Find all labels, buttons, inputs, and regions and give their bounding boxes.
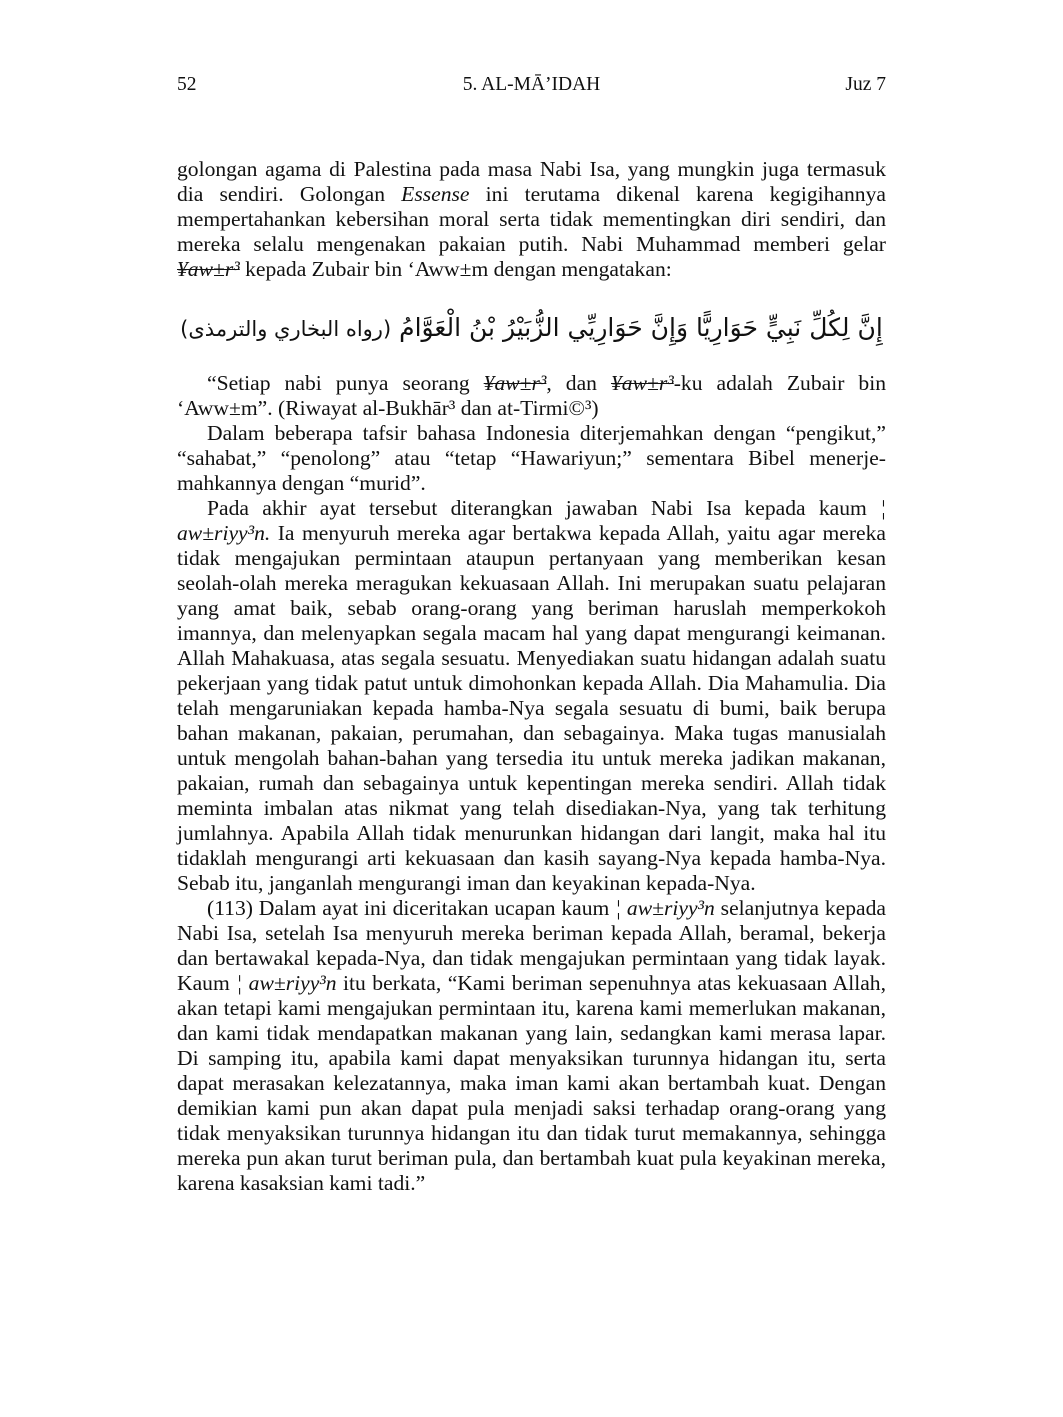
page-header [177,74,886,104]
arabic-hadith [177,308,886,349]
page-number: 52 [177,74,197,95]
term-hawari: ¥aw±r³ [610,371,674,395]
paragraph-verse-113: (113) Dalam ayat ini diceritakan ucapan kaum ¦ aw±riyy³n selanjutnya kepada Nabi Isa, setelah Isa menyuruh mereka beriman kepada Allah, beramal, bekerja dan bertawakal kepada-Nya, dan tidak mengajukan permintaan yang tidak layak. Kaum ¦ aw±riyy³n itu berkata, “Kami beriman sepenuhnya atas kekuasaan Allah, akan tetapi kami mengajukan permintaan itu, karena kami memerlukan makanan, dan kami tidak mendapatkan makanan yang lain, sedangkan kami merasa lapar. Di samping itu, apabila kami dapat menyaksikan turunnya hidangan itu, serta dapat merasakan kelezatannya, maka iman kami akan bertambah kuat. Dengan demikian kami pun akan dapat pula menjadi saksi terhadap orang-orang yang tidak menyaksikan turunnya hidangan itu dan tidak turut memakannya, sehingga mereka pun akan turut beriman pula, dan bertambah kuat pula keyakinan mereka, karena kasaksian kami tadi.” [177,896,886,1195]
hadith-translation: “Setiap nabi punya seorang ¥aw±r³, dan ¥aw±r³-ku adalah Zubair bin ‘Aww±m”. (Riwayat al-Bukhār³ dan at-Tirmi©³) [177,371,886,420]
term-hawariyyun: ¦ aw±riyy³n [615,896,715,920]
arabic-text: إِنَّ لِكُلِّ نَبِيٍّ حَوَارِيًّا وَإِنَّ حَوَارِيِّي الزُّبَيْرُ بْنُ الْعَوَّامُ [399,313,883,342]
page-body [177,157,886,1196]
running-title: 5. AL-MĀ’IDAH [462,74,601,95]
paragraph-essense: golongan agama di Palestina pada masa Nabi Isa, yang mungkin juga termasuk dia sendiri. Golongan Essense ini terutama dikenal karena kegigihannya mempertahankan kebersihan moral serta tidak mementingkan diri sendiri, dan mereka selalu mengenakan pakaian putih. Nabi Muhammad memberi gelar ¥aw±r³ kepada Zubair bin ‘Aww±m dengan mengatakan: [177,157,886,281]
juz-label: Juz 7 [845,74,886,95]
term-essense: Essense [401,182,470,206]
arabic-reference: (رواه البخاري والترمذى) [180,317,392,341]
term-hawariyyun: ¦ aw±riyy³n [236,971,337,995]
term-hawari: ¥aw±r³ [177,257,240,281]
term-hawari: ¥aw±r³ [483,371,547,395]
paragraph-verse-explanation: Pada akhir ayat tersebut diterangkan jawaban Nabi Isa kepada kaum ¦ aw±riyy³n. Ia menyuruh mereka agar bertakwa kepada Allah, yaitu agar mereka tidak mengajukan permintaan ataupun pertanyaan yang memberikan kesan seolah-olah mereka meragukan kekuasaan Allah. Ini merupakan suatu pelajaran yang amat baik, sebab orang-orang yang beriman haruslah memperkokoh imannya, dan melenyapkan segala macam hal yang dapat mengurangi keimanan. Allah Mahakuasa, atas segala sesuatu. Menyediakan suatu hidangan adalah suatu pekerjaan yang tidak patut untuk dimohonkan kepada Allah. Dia Mahamulia. Dia telah mengaruniakan kepada hamba-Nya segala sesuatu di bumi, baik berupa bahan makanan, pakaian, perumahan, dan sebagainya. Maka tugas manusialah untuk mengolah bahan-bahan yang tersedia itu untuk mereka jadikan makanan, pakaian, rumah dan sebagainya untuk kepentingan mereka sendiri. Allah tidak meminta imbalan atas nikmat yang telah disediakan-Nya, yang tak terhitung jumlahnya. Apabila Allah tidak menurunkan hidangan dari langit, maka hal itu tidaklah mengurangi arti kekuasaan dan kasih sayang-Nya kepada hamba-Nya. Sebab itu, janganlah mengurangi iman dan keyakinan kepada-Nya. [177,496,886,895]
paragraph-translations: Dalam beberapa tafsir bahasa Indonesia diterjemahkan dengan “pengikut,” “sahabat,” “penolong” atau “tetap “Hawariyun;” sementara Bibel menerje-mahkannya dengan “murid”. [177,421,886,495]
term-hawariyyun: ¦ aw±riyy³n. [177,496,886,545]
